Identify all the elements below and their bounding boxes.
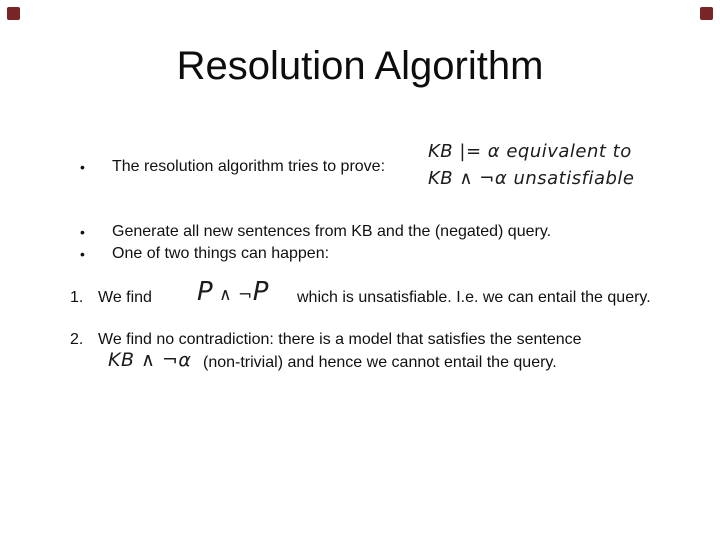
intro-bullet-text: The resolution algorithm tries to prove: <box>112 158 386 175</box>
math-operator: ∧ ¬ <box>213 285 253 305</box>
math-line-entailment: KB |= α equivalent to <box>428 141 632 162</box>
item1-number: 1. <box>70 289 84 306</box>
bullet-marker: • <box>80 224 85 240</box>
bullet-two-things: One of two things can happen: <box>112 245 330 262</box>
slide-title: Resolution Algorithm <box>176 44 544 88</box>
item1-math-contradiction <box>197 277 269 307</box>
item2-math-kb: KB ∧ ¬α <box>108 349 192 371</box>
bullet-generate-sentences: Generate all new sentences from KB and the (negated) query. <box>112 223 552 240</box>
math-p2: P <box>252 277 269 307</box>
corner-accent-top-right <box>700 7 713 20</box>
item1-pre-text: We find <box>98 289 152 306</box>
math-line-unsatisfiable: KB ∧ ¬α unsatisfiable <box>428 168 635 189</box>
handwritten-equivalence <box>428 138 634 192</box>
item2-line2-text: (non-trivial) and hence we cannot entail the query. <box>203 354 557 371</box>
bullet-marker: • <box>80 246 85 262</box>
item2-number: 2. <box>70 331 84 348</box>
corner-accent-top-left <box>7 7 20 20</box>
math-p1: P <box>197 277 214 307</box>
item1-post-text: which is unsatisfiable. I.e. we can entail the query. <box>297 289 651 306</box>
bullet-marker: • <box>80 159 85 175</box>
item2-line1-text: We find no contradiction: there is a model that satisfies the sentence <box>98 331 582 348</box>
